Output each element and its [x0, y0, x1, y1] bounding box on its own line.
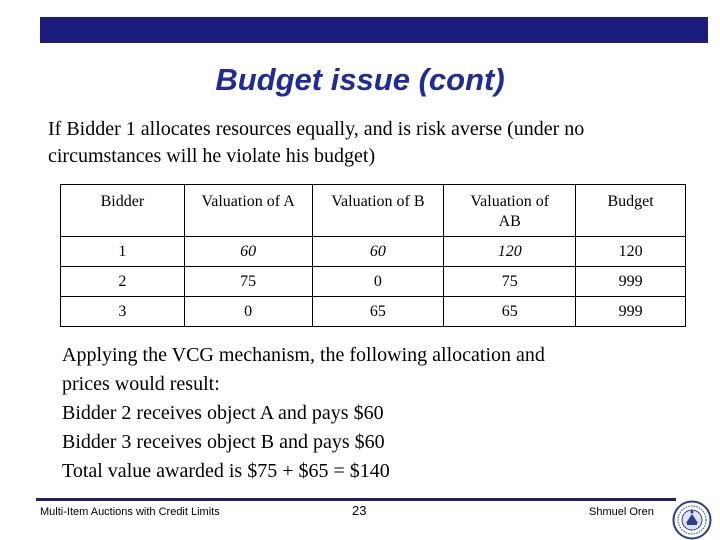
footer-rule	[36, 498, 676, 501]
table-cell: 999	[576, 267, 686, 297]
table-row	[61, 297, 686, 327]
table-cell: 999	[576, 297, 686, 327]
result-line: Bidder 2 receives object A and pays $60	[62, 402, 384, 424]
table-cell: 0	[184, 297, 312, 327]
table-row	[61, 237, 686, 267]
table-cell: 65	[444, 297, 576, 327]
table-cell: 0	[312, 267, 444, 297]
table-cell: 120	[576, 237, 686, 267]
result-line: Applying the VCG mechanism, the following allocation and	[62, 344, 545, 366]
table-cell: 75	[184, 267, 312, 297]
table-cell: 75	[444, 267, 576, 297]
result-line: prices would result:	[62, 373, 220, 395]
header-bidder: Bidder	[61, 185, 185, 237]
footer-course-title: Multi-Item Auctions with Credit Limits	[40, 506, 220, 518]
table-header-row	[61, 185, 686, 237]
slide-title: Budget issue (cont)	[215, 62, 505, 97]
footer-author: Shmuel Oren	[589, 506, 654, 518]
header-valuation-ab-label: Valuation of AB	[470, 193, 550, 230]
university-seal-icon	[672, 500, 712, 540]
result-text	[62, 341, 702, 486]
valuation-table	[60, 184, 686, 327]
table-cell: 65	[312, 297, 444, 327]
header-valuation-ab	[444, 185, 576, 237]
table-cell: 120	[444, 237, 576, 267]
table-row	[61, 267, 686, 297]
page-number: 23	[352, 503, 367, 518]
top-banner-bar	[40, 17, 708, 43]
intro-text: If Bidder 1 allocates resources equally, and is risk averse (under no circumstances will he violate his budget)	[48, 118, 585, 167]
result-line: Bidder 3 receives object B and pays $60	[62, 431, 385, 453]
table-cell: 2	[61, 267, 185, 297]
header-budget: Budget	[576, 185, 686, 237]
header-valuation-a: Valuation of A	[184, 185, 312, 237]
table-cell: 3	[61, 297, 185, 327]
result-line: Total value awarded is $75 + $65 = $140	[62, 460, 390, 482]
table-cell: 1	[61, 237, 185, 267]
table-cell: 60	[312, 237, 444, 267]
table-cell: 60	[184, 237, 312, 267]
header-valuation-b: Valuation of B	[312, 185, 444, 237]
